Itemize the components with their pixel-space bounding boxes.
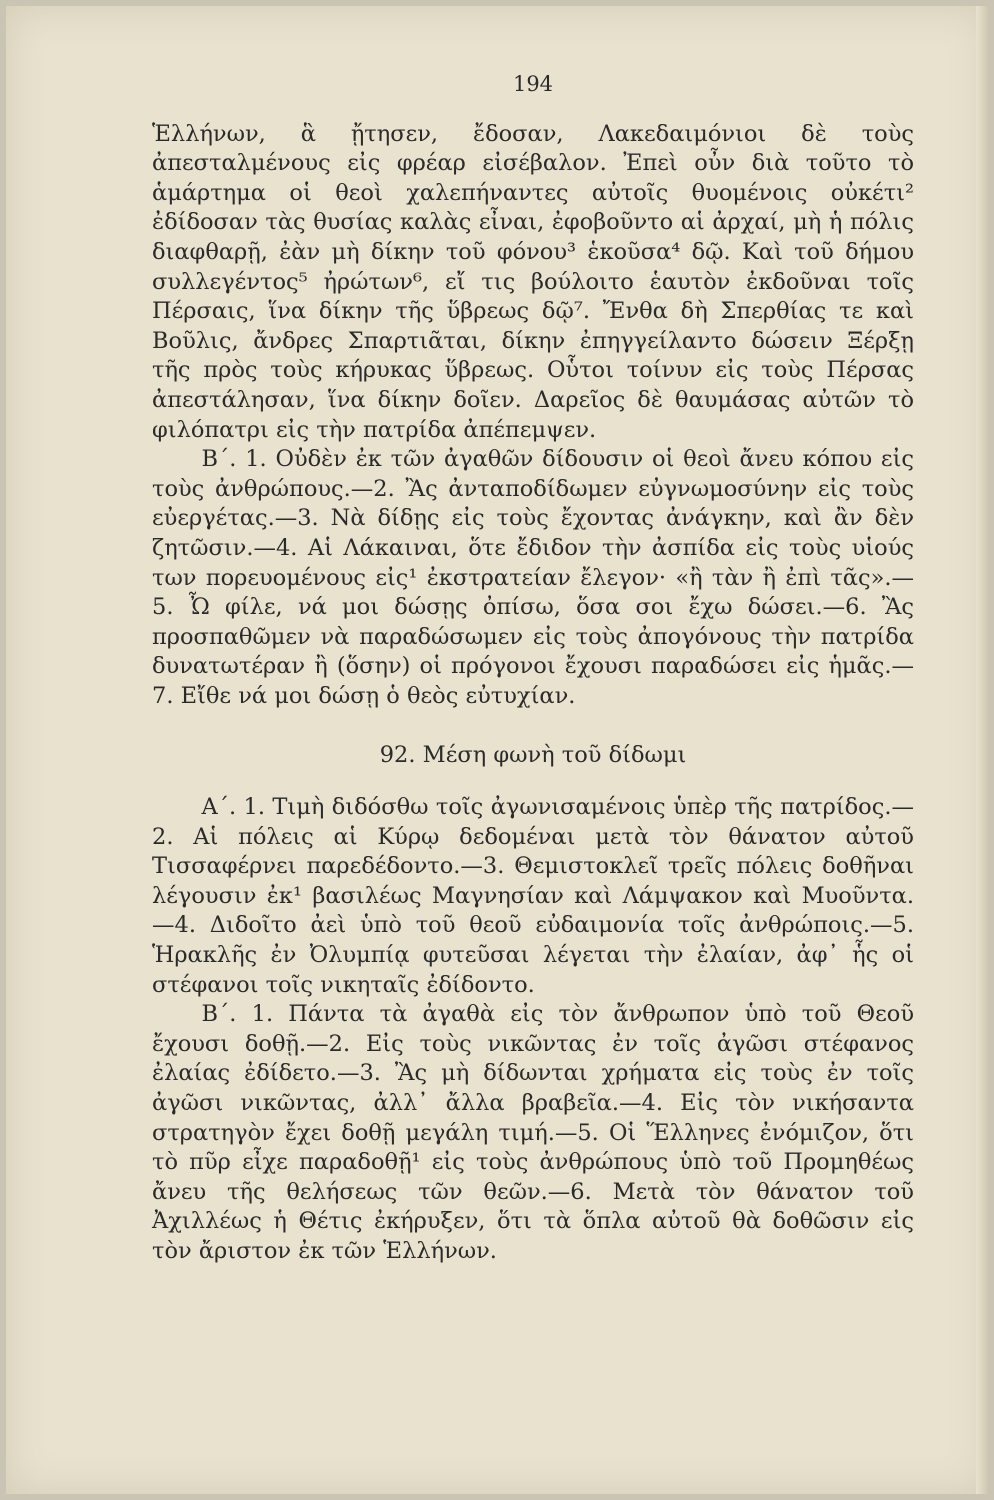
page-content bbox=[152, 70, 914, 1267]
section-heading: 92. Μέση φωνὴ τοῦ δίδωμι bbox=[379, 742, 687, 769]
paragraph-2: Β΄. 1. Οὐδὲν ἐκ τῶν ἀγαθῶν δίδουσιν οἱ θεοὶ ἄνευ κόπου εἰς τοὺς ἀνθρώπους.—2. Ἂς ἀνταποδίδωμεν εὐγνωμοσύνην εἰς τοὺς εὐεργέτας.—3. Νὰ δίδῃς εἰς τοὺς ἔχοντας ἀνάγκην, καὶ ἂν δὲν ζητῶσιν.—4. Αἱ Λάκαιναι, ὅτε ἔδιδον τὴν ἀσπίδα εἰς τοὺς υἱούς των πορευομένους εἰς¹ ἐκστρατείαν ἔλεγον· «ἢ τὰν ἢ ἐπὶ τᾶς».—5. Ὦ φίλε, νά μοι δώσῃς ὀπίσω, ὅσα σοι ἔχω δώσει.—6. Ἂς προσπαθῶμεν νὰ παραδώσωμεν εἰς τοὺς ἀπογόνους τὴν πατρίδα δυνατωτέραν ἢ (ὅσην) οἱ πρόγονοι ἔχουσι παραδώσει εἰς ἡμᾶς.—7. Εἴθε νά μοι δώσῃ ὁ θεὸς εὐτυχίαν. bbox=[152, 446, 914, 709]
book-page bbox=[6, 6, 988, 1494]
paragraph-1: Ἑλλήνων, ἃ ᾔτησεν, ἔδοσαν, Λακεδαιμόνιοι δὲ τοὺς ἀπεσταλμένους εἰς φρέαρ εἰσέβαλον. Ἐπεὶ οὖν διὰ τοῦτο τὸ ἁμάρτημα οἱ θεοὶ χαλεπήναντες αὐτοῖς θυομένοις οὐκέτι² ἐδίδοσαν τὰς θυσίας καλὰς εἶναι, ἐφοβοῦντο αἱ ἀρχαί, μὴ ἡ πόλις διαφθαρῇ, ἐὰν μὴ δίκην τοῦ φόνου³ ἑκοῦσα⁴ δῷ. Καὶ τοῦ δήμου συλλεγέντος⁵ ἠρώτων⁶, εἴ τις βούλοιτο ἑαυτὸν ἐκδοῦναι τοῖς Πέρσαις, ἵνα δίκην τῆς ὕβρεως δῷ⁷. Ἔνθα δὴ Σπερθίας τε καὶ Βοῦλις, ἄνδρες Σπαρτιᾶται, δίκην ἐπηγγείλαντο δώσειν Ξέρξῃ τῆς πρὸς τοὺς κήρυκας ὕβρεως. Οὗτοι τοίνυν εἰς τοὺς Πέρσας ἀπεστάλησαν, ἵνα δίκην δοῖεν. Δαρεῖος δὲ θαυμάσας αὐτῶν τὸ φιλόπατρι εἰς τὴν πατρίδα ἀπέπεμψεν. bbox=[152, 120, 914, 443]
section-paragraph-a: Α΄. 1. Τιμὴ διδόσθω τοῖς ἀγωνισαμένοις ὑπὲρ τῆς πατρίδος.—2. Αἱ πόλεις αἱ Κύρῳ δεδομέναι μετὰ τὸν θάνατον αὐτοῦ Τισσαφέρνει παρεδέδοντο.—3. Θεμιστοκλεῖ τρεῖς πόλεις δοθῆναι λέγουσιν ἐκ¹ βασιλέως Μαγνησίαν καὶ Λάμψακον καὶ Μυοῦντα.—4. Διδοῖτο ἀεὶ ὑπὸ τοῦ θεοῦ εὐδαιμονία τοῖς ἀνθρώποις.—5. Ἡρακλῆς ἐν Ὀλυμπίᾳ φυτεῦσαι λέγεται τὴν ἐλαίαν, ἀφ᾿ ἧς οἱ στέφανοι τοῖς νικηταῖς ἐδίδοντο. bbox=[152, 794, 914, 998]
page-edge-shadow bbox=[976, 6, 988, 1494]
section-paragraph-b: Β΄. 1. Πάντα τὰ ἀγαθὰ εἰς τὸν ἄνθρωπον ὑπὸ τοῦ Θεοῦ ἔχουσι δοθῇ.—2. Εἰς τοὺς νικῶντας ἐν τοῖς ἀγῶσι στέφανος ἐλαίας ἐδίδετο.—3. Ἂς μὴ δίδωνται χρήματα εἰς τοὺς ἐν τοῖς ἀγῶσι νικῶντας, ἀλλ᾿ ἄλλα βραβεῖα.—4. Εἰς τὸν νικήσαντα στρατηγὸν ἔχει δοθῇ μεγάλη τιμή.—5. Οἱ Ἕλληνες ἐνόμιζον, ὅτι τὸ πῦρ εἶχε παραδοθῇ¹ εἰς τοὺς ἀνθρώπους ὑπὸ τοῦ Προμηθέως ἄνευ τῆς θελήσεως τῶν θεῶν.—6. Μετὰ τὸν θάνατον τοῦ Ἀχιλλέως ἡ Θέτις ἐκήρυξεν, ὅτι τὰ ὅπλα αὐτοῦ θὰ δοθῶσιν εἰς τὸν ἄριστον ἐκ τῶν Ἑλλήνων. bbox=[152, 1001, 914, 1264]
page-number: 194 bbox=[512, 72, 554, 96]
